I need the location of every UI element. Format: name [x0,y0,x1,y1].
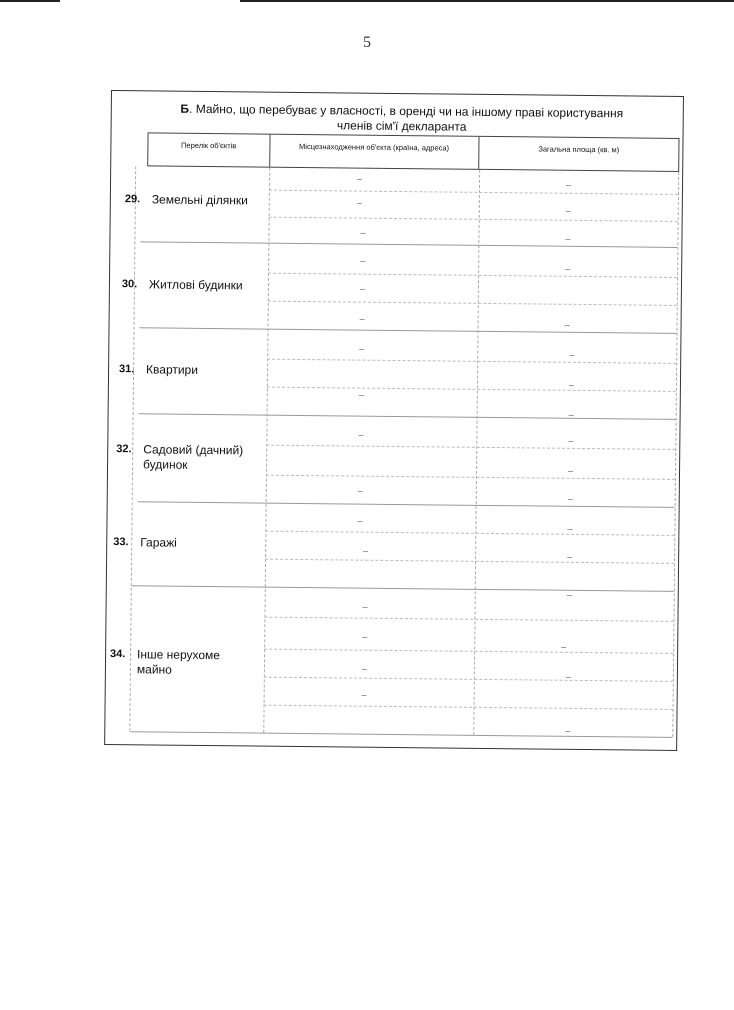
sub-row-line [269,190,678,195]
empty-mark: – [359,283,366,294]
row-label-garages: Гаражі [140,535,177,550]
section-title [132,101,672,137]
empty-mark: – [565,671,571,682]
empty-mark: – [564,319,570,330]
empty-mark: – [568,409,574,420]
sub-row-line [264,705,673,710]
header-location: Місцезнаходження об'єкта (країна, адреса) [270,135,480,169]
header-area: Загальна площа (кв. м) [538,144,620,155]
empty-mark: – [362,631,368,642]
sub-row-line [265,531,674,536]
sub-row-line [268,273,677,278]
empty-mark: – [362,601,368,612]
empty-mark: – [568,379,575,390]
empty-mark: – [565,233,571,244]
row-number: 31. [119,363,135,376]
empty-mark: – [565,263,571,274]
row-number: 32. [116,443,132,456]
empty-mark: – [561,641,567,652]
sub-row-line [266,445,675,450]
empty-mark: – [565,179,572,190]
sub-row-line [264,649,673,654]
sub-row-line [264,617,673,622]
row-number: 29. [124,193,141,206]
empty-mark: – [359,313,365,324]
empty-mark: – [359,343,365,354]
sub-row-line [269,217,678,222]
sub-row-line [266,475,675,480]
section-title-text: . Майно, що перебуває у власності, в оренді чи на іншому праві користування [189,101,624,121]
row-label-apartments: Квартири [146,362,199,377]
empty-mark: – [357,515,363,526]
row-label-houses: Житлові будинки [148,277,243,293]
row-label-land: Земельні ділянки [151,192,249,208]
top-rule-right [240,0,734,2]
empty-mark: – [567,551,573,562]
group-separator [139,413,676,420]
declaration-section-b [104,90,684,751]
sub-row-line [265,559,674,564]
column-divider-right [672,172,679,737]
sub-row-line [268,301,677,306]
empty-mark: – [363,545,369,556]
header-objects: Перелік об'єктів [148,133,270,166]
row-number: 33. [113,536,129,549]
empty-mark: – [568,435,574,446]
empty-mark: – [360,255,366,266]
empty-mark: – [361,663,368,674]
section-letter: Б [180,101,190,116]
empty-mark: – [357,485,363,496]
empty-mark: – [565,205,571,216]
row-label-garden-house: Садовий (дачний) будинок [143,442,244,472]
group-separator [140,327,677,334]
empty-mark: – [356,197,362,208]
group-separator [130,731,672,738]
page-number: 5 [363,34,371,51]
empty-mark: – [569,349,575,360]
empty-mark: – [358,389,364,400]
group-separator [138,501,675,508]
row-label-other-property: Інше нерухоме майно [136,647,221,677]
group-separator [140,241,677,248]
sub-row-line [267,359,676,364]
empty-mark: – [566,589,572,600]
empty-mark: – [567,493,573,504]
top-rule-left [0,0,60,2]
table-header [147,132,679,172]
empty-mark: – [357,173,363,184]
sub-row-line [264,677,673,682]
empty-mark: – [567,523,573,534]
row-number: 30. [121,278,138,291]
sub-row-line [267,387,676,392]
empty-mark: – [565,725,571,736]
section-title-line2: членів сім'ї декларанта [336,118,467,134]
row-number: 34. [110,648,126,661]
empty-mark: – [358,429,364,440]
empty-mark: – [567,465,574,476]
group-separator [132,585,674,592]
empty-mark: – [360,227,366,238]
empty-mark: – [361,689,367,700]
